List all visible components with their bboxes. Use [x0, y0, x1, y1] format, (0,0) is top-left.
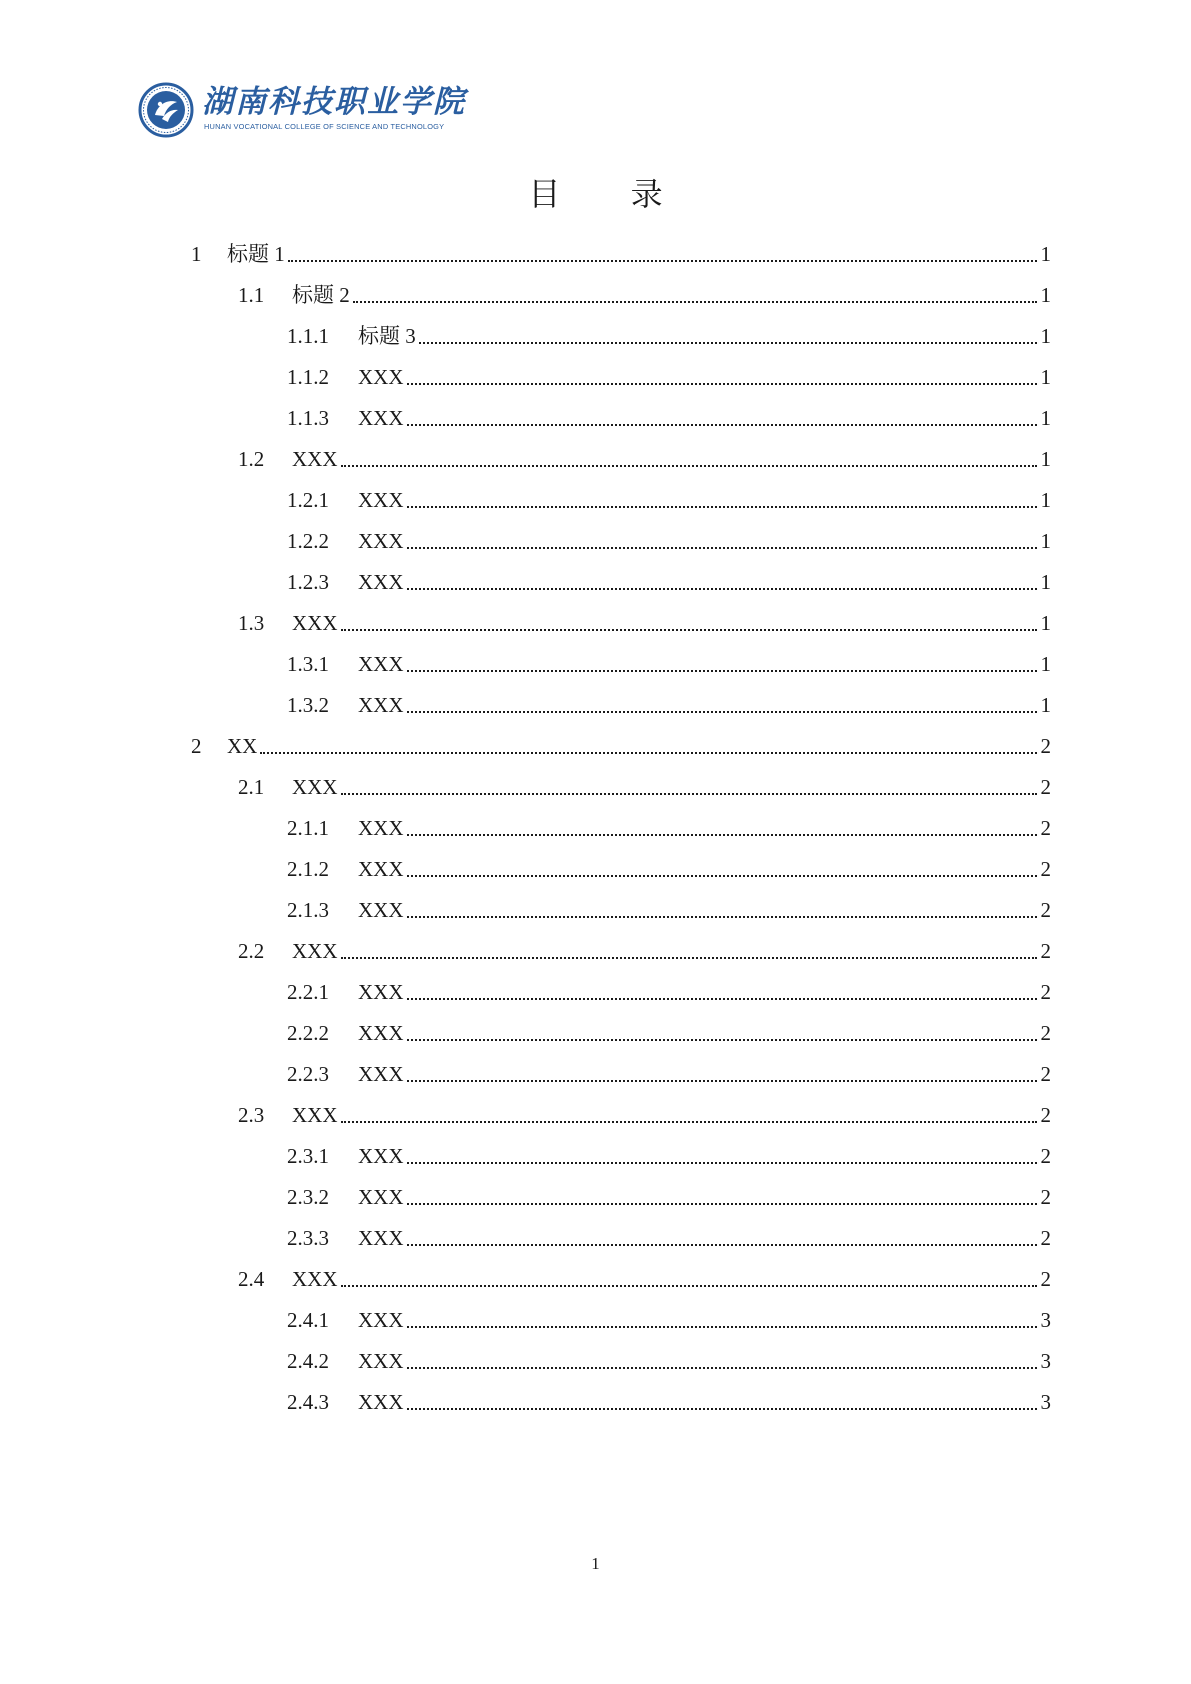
toc-entry-number: 2.1.1: [287, 816, 329, 840]
toc-entry-title: XXX: [358, 1390, 404, 1414]
toc-entry-title: XXX: [358, 1226, 404, 1250]
toc-entry[interactable]: [287, 1134, 1051, 1178]
toc-dot-leader: [407, 546, 1038, 549]
toc-entry-page: 1: [1040, 242, 1051, 266]
toc-dot-leader: [341, 1284, 1038, 1287]
toc-entry[interactable]: [191, 232, 1051, 276]
toc-entry-title: XXX: [358, 488, 404, 512]
toc-entry[interactable]: [287, 683, 1051, 727]
toc-dot-leader: [407, 833, 1038, 836]
toc-entry-page: 1: [1040, 406, 1051, 430]
toc-entry[interactable]: [238, 1093, 1051, 1137]
toc-entry-title: XXX: [358, 980, 404, 1004]
toc-entry-page: 1: [1040, 447, 1051, 471]
toc-entry-title: XXX: [292, 1267, 338, 1291]
toc-dot-leader: [407, 997, 1038, 1000]
toc-entry-page: 2: [1040, 980, 1051, 1004]
toc-entry-title: XXX: [292, 775, 338, 799]
toc-dot-leader: [407, 505, 1038, 508]
college-seal-icon: [138, 82, 194, 138]
toc-entry-title: XXX: [292, 939, 338, 963]
toc-dot-leader: [260, 751, 1037, 754]
toc-entry-number: 1.1.1: [287, 324, 329, 348]
toc-entry[interactable]: [287, 314, 1051, 358]
toc-dot-leader: [353, 300, 1037, 303]
toc-entry-page: 2: [1040, 1103, 1051, 1127]
toc-entry-title: XXX: [292, 611, 338, 635]
toc-entry-title: XXX: [358, 529, 404, 553]
toc-entry-title: XXX: [358, 857, 404, 881]
toc-entry[interactable]: [287, 847, 1051, 891]
toc-entry-title: XXX: [358, 816, 404, 840]
college-name-en: HUNAN VOCATIONAL COLLEGE OF SCIENCE AND TECHNOLOGY: [204, 122, 445, 131]
toc-dot-leader: [419, 341, 1037, 344]
toc-entry-title: XXX: [292, 447, 338, 471]
toc-entry-page: 2: [1040, 1267, 1051, 1291]
toc-entry[interactable]: [287, 560, 1051, 604]
toc-entry-title: XXX: [358, 406, 404, 430]
toc-entry-title: XXX: [358, 898, 404, 922]
toc-entry-number: 2.1.2: [287, 857, 329, 881]
toc-entry[interactable]: [287, 1175, 1051, 1219]
toc-entry-page: 1: [1040, 570, 1051, 594]
toc-entry-number: 2.2: [238, 939, 265, 963]
toc-entry[interactable]: [238, 437, 1051, 481]
toc-entry-number: 1.2: [238, 447, 265, 471]
college-name-cn: 湖南科技职业学院: [202, 84, 466, 120]
toc-entry[interactable]: [238, 273, 1051, 317]
toc-entry-page: 2: [1040, 1226, 1051, 1250]
toc-dot-leader: [407, 1325, 1038, 1328]
toc-entry-number: 2.3: [238, 1103, 265, 1127]
toc-dot-leader: [341, 792, 1038, 795]
toc-entry-page: 2: [1040, 1144, 1051, 1168]
toc-entry-title: XXX: [292, 1103, 338, 1127]
toc-entry-page: 1: [1040, 365, 1051, 389]
toc-entry-number: 1.1.2: [287, 365, 329, 389]
toc-entry-number: 2.4.1: [287, 1308, 329, 1332]
toc-entry[interactable]: [238, 1257, 1051, 1301]
toc-entry[interactable]: [238, 765, 1051, 809]
toc-entry[interactable]: [287, 642, 1051, 686]
toc-dot-leader: [407, 382, 1038, 385]
toc-entry-number: 1.3: [238, 611, 265, 635]
toc-entry-number: 1.3.1: [287, 652, 329, 676]
toc-entry-page: 2: [1040, 1021, 1051, 1045]
toc-entry[interactable]: [238, 929, 1051, 973]
toc-dot-leader: [341, 956, 1038, 959]
toc-entry-number: 1.1.3: [287, 406, 329, 430]
toc-entry[interactable]: [287, 1011, 1051, 1055]
toc-entry-page: 1: [1040, 488, 1051, 512]
toc-entry[interactable]: [287, 1052, 1051, 1096]
toc-entry-number: 2.1: [238, 775, 265, 799]
toc-entry[interactable]: [287, 396, 1051, 440]
toc-dot-leader: [407, 423, 1038, 426]
toc-entry-number: 1.2.2: [287, 529, 329, 553]
toc-entry-title: 标题 2: [292, 283, 350, 307]
toc-entry-number: 1.2.1: [287, 488, 329, 512]
toc-entry-page: 1: [1040, 693, 1051, 717]
toc-dot-leader: [407, 587, 1038, 590]
toc-entry[interactable]: [287, 1339, 1051, 1383]
toc-dot-leader: [407, 669, 1038, 672]
toc-entry-page: 3: [1040, 1390, 1051, 1414]
toc-entry-number: 1.1: [238, 283, 265, 307]
toc-dot-leader: [407, 874, 1038, 877]
toc-dot-leader: [407, 1038, 1038, 1041]
toc-entry[interactable]: [287, 478, 1051, 522]
toc-dot-leader: [288, 259, 1037, 262]
toc-entry-number: 2.2.3: [287, 1062, 329, 1086]
toc-entry-number: 1.2.3: [287, 570, 329, 594]
toc-dot-leader: [407, 1161, 1038, 1164]
toc-entry[interactable]: [191, 724, 1051, 768]
toc-entry-page: 1: [1040, 529, 1051, 553]
toc-entry-title: XXX: [358, 1308, 404, 1332]
toc-entry-page: 3: [1040, 1308, 1051, 1332]
toc-entry-number: 2.2.2: [287, 1021, 329, 1045]
page-number: 1: [591, 1554, 600, 1573]
toc-entry-title: XXX: [358, 1021, 404, 1045]
page-title: 目 录: [528, 175, 693, 213]
toc-entry-number: 2: [191, 734, 202, 758]
toc-entry-title: XXX: [358, 570, 404, 594]
toc-dot-leader: [407, 1202, 1038, 1205]
toc-dot-leader: [341, 464, 1038, 467]
toc-entry-title: XXX: [358, 1144, 404, 1168]
toc-entry-title: 标题 1: [227, 242, 285, 266]
toc-entry[interactable]: [287, 806, 1051, 850]
toc-dot-leader: [407, 1407, 1038, 1410]
toc-entry-number: 2.2.1: [287, 980, 329, 1004]
toc-entry-number: 2.1.3: [287, 898, 329, 922]
toc-entry-page: 2: [1040, 734, 1051, 758]
toc-dot-leader: [407, 710, 1038, 713]
toc-entry-page: 2: [1040, 857, 1051, 881]
toc-entry-page: 2: [1040, 775, 1051, 799]
page-header: [138, 82, 468, 138]
toc-entry-page: 3: [1040, 1349, 1051, 1373]
toc-entry-number: 2.3.2: [287, 1185, 329, 1209]
toc-entry-title: XXX: [358, 365, 404, 389]
toc-entry-page: 1: [1040, 652, 1051, 676]
toc-dot-leader: [407, 1366, 1038, 1369]
toc-entry[interactable]: [287, 355, 1051, 399]
toc-entry-number: 2.4.3: [287, 1390, 329, 1414]
toc-entry-number: 2.3.1: [287, 1144, 329, 1168]
toc-entry[interactable]: [287, 519, 1051, 563]
toc-entry-title: XXX: [358, 652, 404, 676]
toc-entry-title: 标题 3: [358, 324, 416, 348]
toc-entry-title: XXX: [358, 1349, 404, 1373]
toc-dot-leader: [407, 915, 1038, 918]
toc-entry-page: 1: [1040, 324, 1051, 348]
toc-entry-page: 2: [1040, 816, 1051, 840]
toc-entry-page: 1: [1040, 611, 1051, 635]
toc-entry[interactable]: [287, 888, 1051, 932]
toc-entry-title: XX: [227, 734, 258, 758]
toc-dot-leader: [407, 1079, 1038, 1082]
toc-entry-page: 2: [1040, 1185, 1051, 1209]
toc-dot-leader: [407, 1243, 1038, 1246]
toc-entry[interactable]: [238, 601, 1051, 645]
toc-entry[interactable]: [287, 1298, 1051, 1342]
toc-entry-page: 1: [1040, 283, 1051, 307]
toc-entry-title: XXX: [358, 1185, 404, 1209]
toc-entry-page: 2: [1040, 939, 1051, 963]
toc-entry-number: 2.4.2: [287, 1349, 329, 1373]
toc-entry-page: 2: [1040, 898, 1051, 922]
toc-entry[interactable]: [287, 1380, 1051, 1424]
toc-entry-page: 2: [1040, 1062, 1051, 1086]
toc-dot-leader: [341, 628, 1038, 631]
toc-dot-leader: [341, 1120, 1038, 1123]
toc-entry[interactable]: [287, 970, 1051, 1014]
toc-entry-number: 1: [191, 242, 202, 266]
toc-entry-title: XXX: [358, 1062, 404, 1086]
toc-entry[interactable]: [287, 1216, 1051, 1260]
toc-entry-number: 2.3.3: [287, 1226, 329, 1250]
toc-entry-number: 1.3.2: [287, 693, 329, 717]
toc-entry-number: 2.4: [238, 1267, 265, 1291]
toc-entry-title: XXX: [358, 693, 404, 717]
